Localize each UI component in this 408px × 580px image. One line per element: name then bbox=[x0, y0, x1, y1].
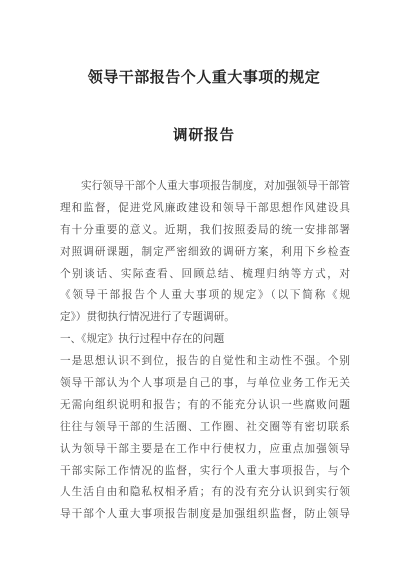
body-line: 往往与领导干部的生活圈、工作圈、社交圈等有密切联系 bbox=[60, 420, 350, 433]
body-line: 导干部个人重大事项报告制度是加强组织监督，防止领导 bbox=[60, 508, 350, 521]
body-line: 人生活自由和隐私权相矛盾；有的没有充分认识到实行领 bbox=[60, 486, 350, 499]
body-line: 对照调研课题，制定严密细致的调研方案，利用下乡检查 bbox=[60, 245, 350, 258]
body-line: 无需向组织说明和报告；有的不能充分认识一些腐败问题 bbox=[60, 398, 350, 411]
section-heading: 一、《规定》执行过程中存在的问题 bbox=[60, 333, 225, 346]
body-line: 认为领导干部主要是在工作中行使权力，应重点加强领导 bbox=[60, 442, 350, 455]
body-line: 一是思想认识不到位，报告的自觉性和主动性不强。个别 bbox=[60, 355, 350, 368]
document-title: 领导干部报告个人重大事项的规定 bbox=[87, 68, 321, 86]
body-line: 干部实际工作情况的监督，实行个人重大事项报告，与个 bbox=[60, 464, 350, 477]
body-line: 有十分重要的意义。近期，我们按照委局的统一安排部署 bbox=[60, 223, 350, 236]
document-body bbox=[60, 176, 350, 526]
body-line: 领导干部认为个人事项是自己的事，与单位业务工作无关 bbox=[60, 377, 350, 390]
body-line: 实行领导干部个人重大事项报告制度，对加强领导干部管 bbox=[81, 180, 350, 192]
body-line: 个别谈话、实际查看、回顾总结、梳理归纳等方式，对 bbox=[60, 267, 350, 280]
document-subtitle: 调研报告 bbox=[173, 127, 235, 144]
body-line: 理和监督，促进党风廉政建设和领导干部思想作风建设具 bbox=[60, 201, 350, 214]
body-line: 《领导干部报告个人重大事项的规定》（以下简称《规 bbox=[60, 289, 350, 302]
body-line: 定》）贯彻执行情况进行了专题调研。 bbox=[60, 311, 235, 324]
